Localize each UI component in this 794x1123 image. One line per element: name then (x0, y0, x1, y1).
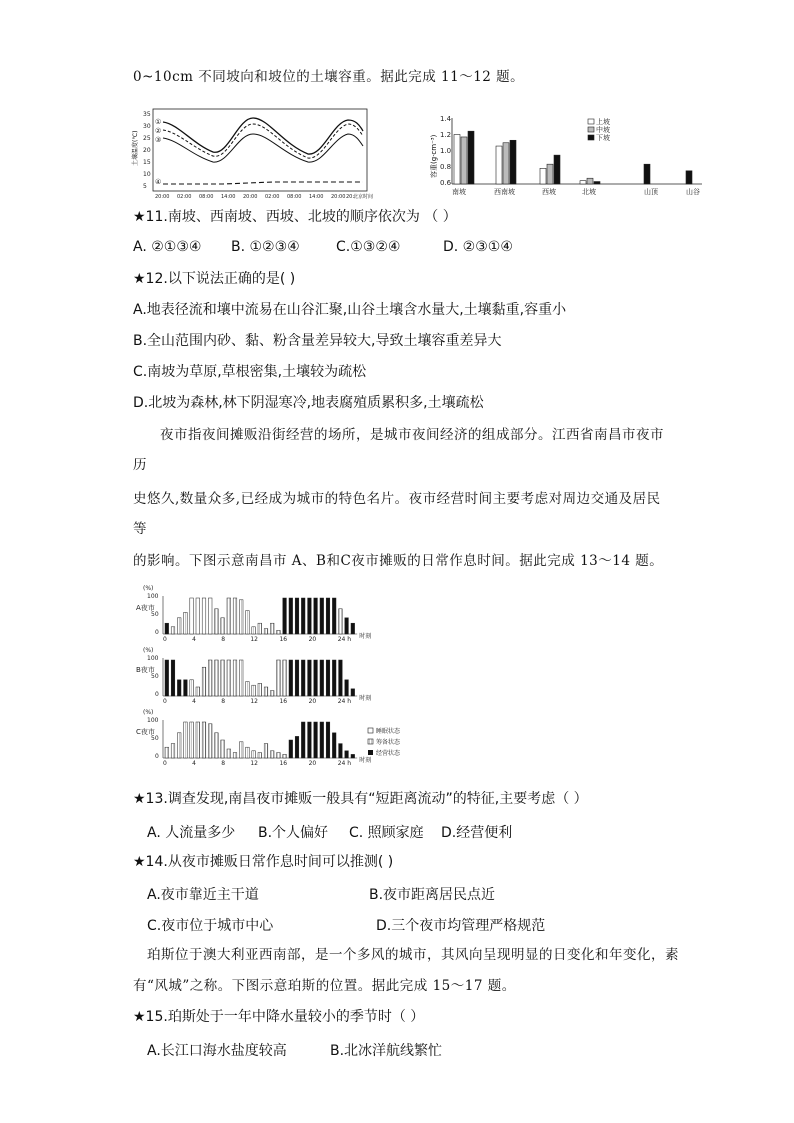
schedule-bar-1-21 (295, 660, 299, 696)
schedule-bar-2-25 (320, 722, 324, 758)
curve-label-3: ③ (155, 136, 162, 144)
bar-5-2 (686, 171, 692, 184)
schedule-bar-2-19 (283, 754, 287, 758)
svg-text:(%): (%) (143, 709, 154, 716)
legend-business: 经营状态 (376, 750, 401, 757)
schedule-bar-2-28 (339, 744, 343, 758)
svg-text:北京时间: 北京时间 (353, 194, 374, 200)
schedule-bar-1-4 (190, 680, 194, 696)
q12-stem: ★12.以下说法正确的是( ) (133, 271, 296, 287)
svg-text:20:00: 20:00 (155, 194, 170, 200)
schedule-bar-1-22 (301, 660, 305, 696)
passage2-line5: 的影响。下图示意南昌市 A、B和C夜市摊贩的日常作息时间。据此完成 13～14 题。 (133, 553, 664, 569)
svg-text:0: 0 (155, 629, 159, 636)
schedule-bar-2-9 (221, 740, 225, 758)
cat-west: 西坡 (542, 188, 556, 196)
schedule-bar-0-12 (239, 600, 243, 634)
bar-2-1 (547, 164, 553, 184)
schedule-bar-2-2 (177, 733, 181, 758)
panel-c-label: C夜市 (136, 728, 155, 736)
schedule-bar-0-6 (202, 598, 206, 634)
xtick-2-6: 24 h (337, 760, 352, 767)
schedule-bar-0-3 (184, 612, 188, 634)
cat-southwest: 西南坡 (494, 188, 515, 196)
bar-3-1 (587, 178, 593, 184)
q12-option-b[interactable]: B.全山范围内砂、黏、粉含量差异较大,导致土壤容重差异大 (133, 333, 502, 349)
schedule-bar-0-9 (221, 618, 225, 634)
panel-a-label: A夜市 (136, 604, 155, 612)
svg-text:02:00: 02:00 (177, 194, 192, 200)
xtick-0-5: 20 (308, 636, 317, 643)
schedule-bar-2-20 (289, 740, 293, 758)
passage2-line2: 历 (133, 457, 147, 473)
schedule-bar-0-23 (308, 598, 312, 634)
schedule-bar-2-7 (208, 724, 212, 758)
svg-text:100: 100 (147, 593, 159, 600)
xtick-2-0: 0 (163, 760, 167, 767)
night-market-schedule-chart (133, 580, 433, 770)
svg-text:08:00: 08:00 (199, 194, 214, 200)
schedule-bar-1-3 (184, 680, 188, 696)
schedule-bar-1-10 (227, 660, 231, 696)
cat-south: 南坡 (452, 188, 466, 196)
xtick-2-5: 20 (308, 760, 317, 767)
bar-0-0 (454, 135, 460, 185)
schedule-bar-2-1 (171, 744, 175, 758)
xtick-2-1: 4 (192, 760, 196, 767)
cat-top: 山顶 (644, 188, 658, 196)
fig2-ylabel: 容重(g·cm⁻³) (430, 134, 438, 178)
schedule-bar-0-8 (215, 609, 219, 634)
soil-temperature-chart (133, 104, 373, 202)
xtick-1-6: 24 h (337, 698, 352, 705)
q14-option-b[interactable]: B.夜市距离居民点近 (369, 887, 496, 903)
schedule-bar-1-24 (314, 660, 318, 696)
schedule-bar-1-0 (165, 660, 169, 696)
schedule-bar-1-20 (289, 660, 293, 696)
schedule-bar-0-28 (339, 609, 343, 634)
schedule-bar-0-4 (190, 598, 194, 634)
svg-text:(%): (%) (143, 647, 154, 654)
schedule-bar-0-17 (270, 623, 274, 634)
q13-option-a[interactable]: A. 人流量多少 (147, 825, 236, 841)
schedule-bar-0-19 (283, 598, 287, 634)
q13-option-c[interactable]: C. 照顾家庭 (349, 825, 424, 841)
schedule-bar-0-21 (295, 598, 299, 634)
schedule-bar-2-15 (258, 753, 262, 758)
xtick-0-0: 0 (163, 636, 167, 643)
q11-stem: ★11.南坡、西南坡、西坡、北坡的顺序依次为 （ ） (133, 209, 457, 225)
schedule-bar-1-13 (246, 682, 250, 696)
schedule-bar-2-27 (332, 733, 336, 758)
fig1-ylabel: 土壤温度(℃) (132, 130, 139, 166)
q12-option-a[interactable]: A.地表径流和壤中流易在山谷汇聚,山谷土壤含水量大,土壤黏重,容重小 (133, 302, 567, 318)
svg-text:0: 0 (155, 691, 159, 698)
schedule-bar-0-2 (177, 618, 181, 634)
xtick-1-3: 12 (250, 698, 259, 705)
schedule-bar-1-7 (208, 660, 212, 696)
xtick-0-6: 24 h (337, 636, 352, 643)
schedule-bar-1-14 (252, 685, 256, 696)
bar-0-2 (468, 131, 474, 184)
schedule-bar-1-6 (202, 667, 206, 696)
svg-text:50: 50 (151, 735, 159, 742)
svg-text:14:00: 14:00 (309, 194, 324, 200)
bulk-density-chart (430, 110, 710, 200)
q14-option-a[interactable]: A.夜市靠近主干道 (147, 887, 259, 903)
bar-3-0 (580, 181, 586, 184)
passage2-line4: 等 (133, 521, 147, 537)
schedule-bar-2-26 (326, 722, 330, 758)
schedule-bar-0-5 (196, 598, 200, 634)
q14-option-c[interactable]: C.夜市位于城市中心 (147, 918, 274, 934)
curve-label-2: ② (155, 127, 162, 135)
q13-stem: ★13.调查发现,南昌夜市摊贩一般具有“短距离流动”的特征,主要考虑（ ） (133, 791, 588, 807)
svg-text:1.0: 1.0 (440, 147, 452, 155)
schedule-bar-2-8 (215, 733, 219, 758)
q14-stem: ★14.从夜市摊贩日常作息时间可以推测( ) (133, 854, 394, 870)
bar-0-1 (461, 137, 467, 184)
passage2-line1: 夜市指夜间摊贩沿街经营的场所，是城市夜间经济的组成部分。江西省南昌市夜市 (160, 427, 664, 443)
svg-text:100: 100 (147, 655, 159, 662)
xtick-1-4: 16 (279, 698, 288, 705)
schedule-bar-2-17 (270, 751, 274, 758)
xtick-0-3: 12 (250, 636, 259, 643)
svg-text:10: 10 (143, 171, 151, 178)
schedule-bar-0-16 (264, 629, 268, 634)
schedule-bar-0-0 (165, 623, 169, 634)
schedule-bar-0-29 (345, 618, 349, 634)
schedule-bar-2-4 (190, 722, 194, 758)
bar-4-2 (644, 164, 650, 184)
xtick-0-1: 4 (192, 636, 196, 643)
cat-north: 北坡 (582, 188, 596, 196)
xlabel-1: 时刻 (359, 695, 372, 702)
schedule-bar-2-10 (227, 749, 231, 758)
svg-text:14:00: 14:00 (221, 194, 236, 200)
q15-option-b[interactable]: B.北冰洋航线繁忙 (330, 1043, 443, 1059)
q11-option-a[interactable]: A. ②①③④ (133, 239, 202, 255)
schedule-bar-0-11 (233, 598, 237, 634)
legend-prepare: 筹备状态 (376, 739, 401, 746)
svg-text:20:00: 20:00 (331, 194, 346, 200)
schedule-bar-0-25 (320, 598, 324, 634)
xtick-2-3: 12 (250, 760, 259, 767)
curve-label-4: ④ (155, 178, 162, 186)
q11-option-c[interactable]: C.①③②④ (336, 239, 401, 255)
xlabel-0: 时刻 (359, 633, 372, 640)
schedule-bar-2-24 (314, 722, 318, 758)
schedule-bar-1-15 (258, 683, 262, 696)
svg-text:1.4: 1.4 (440, 115, 452, 123)
svg-text:100: 100 (147, 717, 159, 724)
q11-option-b[interactable]: B. ①②③④ (231, 239, 300, 255)
svg-text:20:00: 20:00 (243, 194, 258, 200)
passage2-line3: 史悠久,数量众多,已经成为城市的特色名片。夜市经营时间主要考虑对周边交通及居民 (133, 491, 661, 507)
schedule-bar-2-13 (246, 747, 250, 758)
legend-sleep: 睡眠状态 (376, 728, 401, 735)
schedule-bar-0-7 (208, 598, 212, 634)
schedule-bar-0-14 (252, 627, 256, 634)
svg-text:20: 20 (143, 147, 151, 154)
schedule-bar-1-2 (177, 680, 181, 696)
schedule-bar-1-26 (326, 660, 330, 696)
legend-upper: 上坡 (596, 118, 610, 126)
xtick-1-0: 0 (163, 698, 167, 705)
schedule-bar-2-22 (301, 722, 305, 758)
schedule-bar-1-18 (277, 660, 281, 696)
q13-option-d[interactable]: D.经营便利 (441, 825, 513, 841)
q12-option-c[interactable]: C.南坡为草原,草根密集,土壤较为疏松 (133, 364, 367, 380)
schedule-bar-2-12 (239, 742, 243, 758)
bar-1-1 (503, 143, 509, 184)
schedule-bar-0-20 (289, 598, 293, 634)
schedule-bar-1-28 (339, 660, 343, 696)
svg-text:0.6: 0.6 (440, 179, 452, 187)
svg-text:0: 0 (155, 753, 159, 760)
schedule-bar-0-15 (258, 623, 262, 634)
schedule-bar-2-14 (252, 751, 256, 758)
xtick-1-1: 4 (192, 698, 196, 705)
schedule-bar-0-13 (246, 611, 250, 634)
schedule-bar-2-0 (165, 747, 169, 758)
schedule-bar-0-22 (301, 598, 305, 634)
schedule-bar-1-1 (171, 660, 175, 696)
q11-option-d[interactable]: D. ②③①④ (443, 239, 513, 255)
passage3-line2: 有“风城”之称。下图示意珀斯的位置。据此完成 15～17 题。 (133, 978, 516, 994)
schedule-bar-1-5 (196, 687, 200, 696)
schedule-bar-1-30 (351, 689, 355, 696)
svg-text:5: 5 (143, 183, 147, 190)
schedule-bar-1-19 (283, 660, 287, 696)
schedule-bar-2-16 (264, 744, 268, 758)
schedule-bar-1-29 (345, 680, 349, 696)
q15-stem: ★15.珀斯处于一年中降水量较小的季节时（ ） (133, 1009, 425, 1025)
cat-valley: 山谷 (686, 188, 700, 196)
legend-middle: 中坡 (596, 126, 610, 134)
xtick-1-2: 8 (221, 698, 226, 705)
schedule-bar-0-18 (277, 630, 281, 634)
schedule-bar-2-5 (196, 722, 200, 758)
xlabel-2: 时刻 (359, 757, 372, 764)
q12-option-d[interactable]: D.北坡为森林,林下阴湿寒冷,地表腐殖质累积多,土壤疏松 (133, 395, 484, 411)
schedule-bar-2-29 (345, 751, 349, 758)
q14-option-d[interactable]: D.三个夜市均管理严格规范 (376, 918, 546, 934)
passage3-line1: 珀斯位于澳大利亚西南部，是一个多风的城市，其风向呈现明显的日变化和年变化，素 (147, 947, 679, 963)
xtick-1-5: 20 (308, 698, 317, 705)
svg-text:08:00: 08:00 (287, 194, 302, 200)
schedule-bar-0-30 (351, 623, 355, 634)
bar-1-0 (496, 146, 502, 184)
q15-option-a[interactable]: A.长江口海水盐度较高 (147, 1043, 287, 1059)
bar-3-2 (594, 182, 600, 184)
svg-text:35: 35 (143, 111, 151, 118)
svg-text:0.8: 0.8 (440, 163, 452, 171)
svg-text:02:00: 02:00 (265, 194, 280, 200)
schedule-bar-0-27 (332, 598, 336, 634)
curve-label-1: ① (155, 118, 162, 126)
svg-text:30: 30 (143, 123, 151, 130)
schedule-bar-1-9 (221, 660, 225, 696)
schedule-bar-0-24 (314, 598, 318, 634)
schedule-bar-1-12 (239, 660, 243, 696)
xtick-2-2: 8 (221, 760, 226, 767)
schedule-bar-1-8 (215, 660, 219, 696)
schedule-bar-2-21 (295, 736, 299, 758)
schedule-bar-1-25 (320, 660, 324, 696)
svg-text:20:: 20: (346, 194, 355, 200)
svg-text:(%): (%) (143, 585, 154, 592)
svg-text:25: 25 (143, 135, 151, 142)
xtick-0-4: 16 (279, 636, 288, 643)
bar-1-2 (510, 140, 516, 184)
schedule-bar-0-26 (326, 598, 330, 634)
schedule-bar-2-6 (202, 722, 206, 758)
xtick-0-2: 8 (221, 636, 226, 643)
schedule-bar-2-3 (184, 722, 188, 758)
svg-text:15: 15 (143, 159, 151, 166)
schedule-bar-0-1 (171, 627, 175, 634)
schedule-bar-1-23 (308, 660, 312, 696)
bar-2-2 (554, 155, 560, 184)
schedule-bar-1-11 (233, 660, 237, 696)
legend-lower: 下坡 (596, 134, 610, 142)
schedule-bar-2-18 (277, 753, 281, 758)
schedule-bar-1-27 (332, 660, 336, 696)
q13-option-b[interactable]: B.个人偏好 (258, 825, 329, 841)
bar-2-0 (540, 168, 546, 184)
panel-b-label: B夜市 (136, 666, 155, 674)
svg-text:50: 50 (151, 673, 159, 680)
schedule-bar-1-16 (264, 687, 268, 696)
schedule-bar-1-17 (270, 691, 274, 696)
schedule-bar-2-23 (308, 722, 312, 758)
svg-text:1.2: 1.2 (440, 131, 452, 139)
intro-text: 0~10cm 不同坡向和坡位的土壤容重。据此完成 11～12 题。 (133, 69, 525, 85)
xtick-2-4: 16 (279, 760, 288, 767)
svg-text:50: 50 (151, 611, 159, 618)
schedule-bar-2-30 (351, 754, 355, 758)
schedule-bar-0-10 (227, 598, 231, 634)
schedule-bar-2-11 (233, 753, 237, 758)
